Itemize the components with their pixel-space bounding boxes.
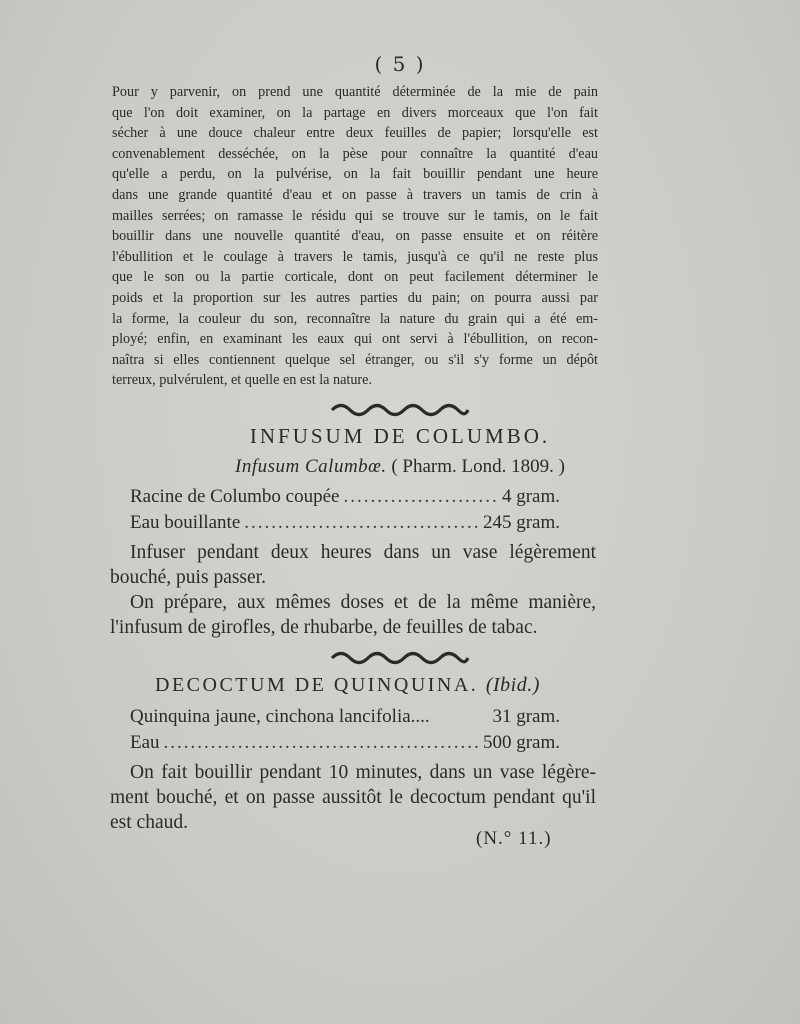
page-number: ( 5 )	[374, 52, 426, 76]
ornamental-divider	[0, 650, 800, 670]
paragraph-line: naîtra si elles contiennent quelque sel étranger, ou s'il s'y forme un dépôt	[112, 351, 598, 368]
ingredient-quantity: 4 gram.	[501, 486, 560, 507]
text-line: bouché, puis passer.	[110, 567, 266, 588]
title-text: DECOCTUM DE QUINQUINA.	[155, 674, 479, 696]
paragraph-line: poids et la proportion sur les autres parties du pain; on pourra aussi par	[112, 289, 598, 306]
text-line: On fait bouillir pendant 10 minutes, dans un vase légère-	[130, 762, 596, 783]
paragraph-line: l'ébullition et le coulage à travers le tamis, jusqu'à ce qu'il ne reste plus	[112, 248, 598, 265]
paragraph-line: convenablement desséchée, on la pèse pour connaître la quantité d'eau	[112, 145, 598, 162]
leader-dots	[244, 512, 479, 534]
leader-dots	[164, 732, 479, 754]
wave-ornament-icon	[330, 650, 470, 666]
paragraph-line: que le son ou la partie corticale, dont on peut facilement déterminer le	[112, 269, 598, 286]
paragraph-line: sécher à une douce chaleur entre deux feuilles de papier; lorsqu'elle est	[112, 125, 598, 142]
subtitle-latin: Infusum Calumbœ.	[235, 456, 387, 477]
ingredient-name: Racine de Columbo coupée	[130, 486, 340, 507]
ingredient-row	[130, 732, 560, 754]
ingredient-quantity: 245 gram.	[482, 512, 560, 533]
wave-ornament-icon	[330, 402, 470, 418]
subtitle-reference: ( Pharm. Lond. 1809. )	[391, 456, 565, 477]
text-line: ment bouché, et on passe aussitôt le decoctum pendant qu'il	[110, 787, 596, 808]
paragraph-line: Pour y parvenir, on prend une quantité déterminée de la mie de pain	[112, 84, 598, 100]
ingredient-row	[130, 486, 560, 508]
paragraph-line: bouillir dans une nouvelle quantité d'eau, on passe ensuite et on réitère	[112, 228, 598, 245]
section-title-quinquina	[155, 674, 615, 697]
section-text-columbo	[110, 540, 596, 640]
title-reference: (Ibid.)	[485, 674, 540, 696]
paragraph-line: la forme, la couleur du son, reconnaître la nature du grain qui a été em-	[112, 310, 598, 327]
ingredient-row	[130, 706, 560, 728]
text-line: l'infusum de girofles, de rhubarbe, de feuilles de tabac.	[110, 617, 538, 638]
paragraph-line: mailles serrées; on ramasse le résidu qui se trouve sur le tamis, on le fait	[112, 207, 598, 224]
section-subtitle-columbo	[0, 456, 800, 478]
leader-dots	[343, 486, 497, 508]
ingredient-name: Eau	[130, 732, 160, 753]
paragraph-line: que l'on doit examiner, on la partage en divers morceaux que l'on fait	[112, 104, 598, 121]
paragraph-line: ployé; enfin, en examinant les eaux qui ont servi à l'ébullition, on recon-	[112, 331, 598, 348]
signature-mark: (N.° 11.)	[476, 828, 552, 849]
ingredient-row	[130, 512, 560, 534]
paragraph-line: dans une grande quantité d'eau et on passe à travers un tamis de crin à	[112, 186, 598, 203]
ingredient-quantity: 500 gram.	[482, 732, 560, 753]
ornamental-divider	[0, 402, 800, 422]
ingredient-name: Eau bouillante	[130, 512, 241, 533]
text-line: On prépare, aux mêmes doses et de la même manière,	[130, 592, 596, 613]
paragraph-line: qu'elle a perdu, on la pulvérise, on la fait bouillir pendant une heure	[112, 166, 598, 183]
section-text-quinquina	[110, 760, 596, 835]
ingredient-name: Quinquina jaune, cinchona lancifolia....	[130, 706, 430, 727]
intro-paragraph	[112, 82, 598, 391]
section-title-columbo: INFUSUM DE COLUMBO.	[249, 424, 551, 448]
text-line: Infuser pendant deux heures dans un vase légèrement	[130, 542, 596, 563]
text-line: est chaud.	[110, 812, 188, 833]
ingredient-quantity: 31 gram.	[492, 706, 560, 727]
paragraph-line: terreux, pulvérulent, et quelle en est la nature.	[112, 372, 372, 389]
